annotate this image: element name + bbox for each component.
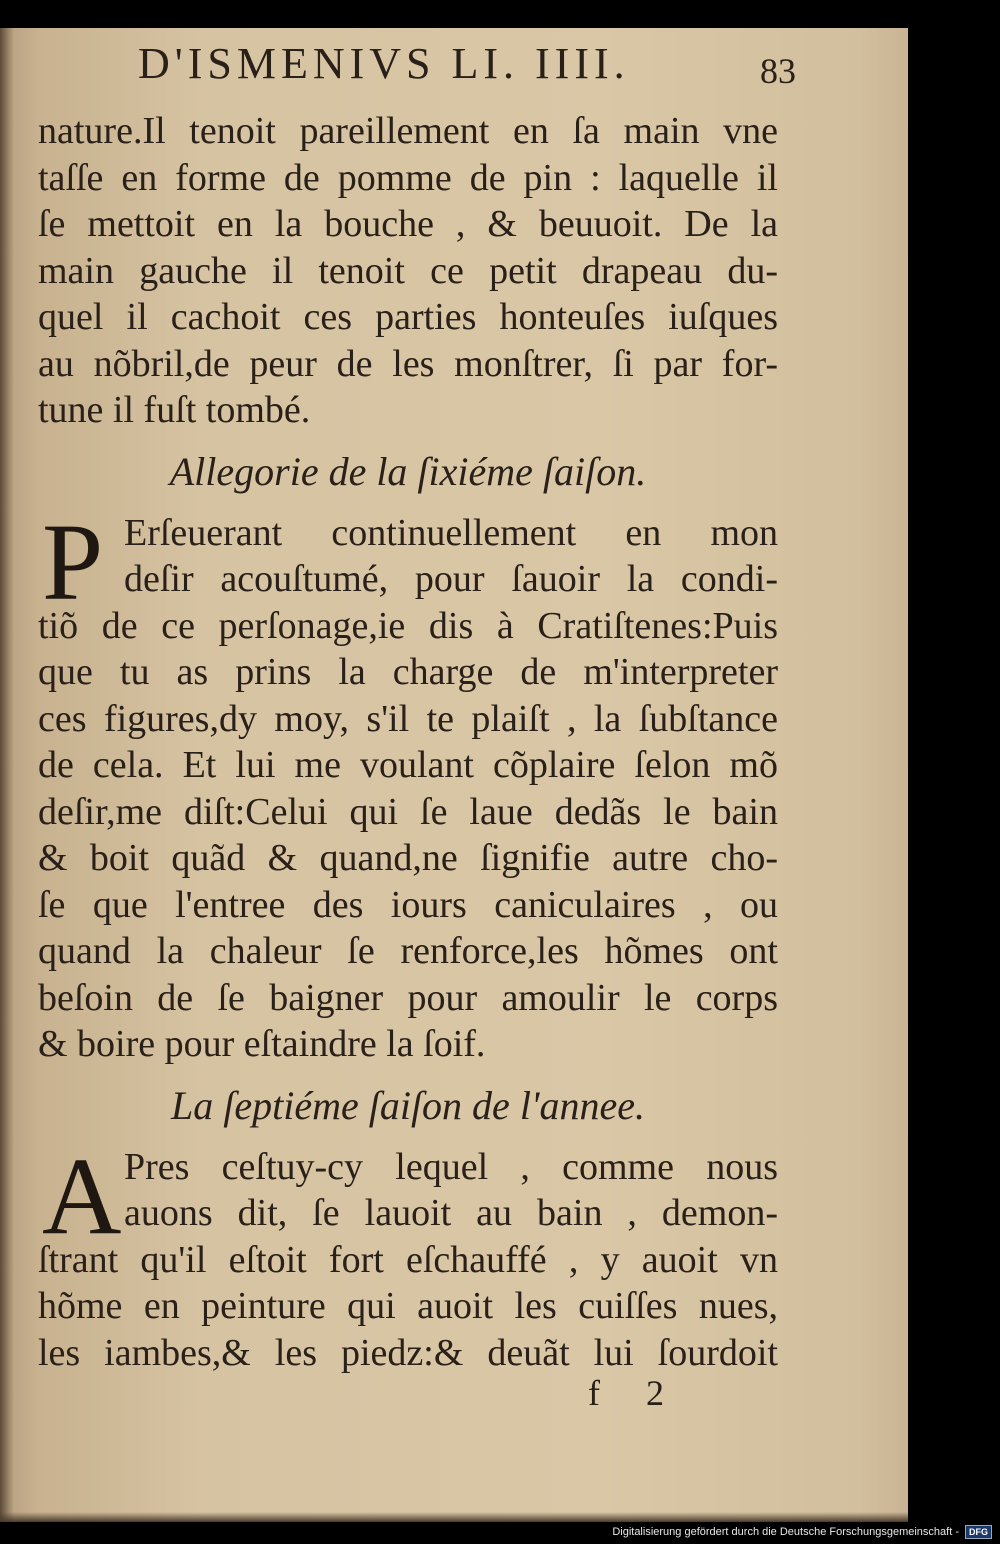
- paragraph-seventh-season: [38, 1134, 778, 1377]
- book-page: [0, 28, 908, 1522]
- body-text: [38, 108, 778, 1376]
- page-number: 83: [760, 51, 796, 91]
- dfg-logo-icon: DFG: [965, 1525, 992, 1539]
- text-line: beſoin de ſe baigner pour amoulir le corps: [38, 976, 778, 1019]
- text-line: ſe que l'entree des iours caniculaires , ou: [38, 883, 778, 926]
- text-line: hõme en peinture qui auoit les cuiſſes nues,: [38, 1285, 778, 1327]
- text-line: taſſe en forme de pomme de pin : laquelle il: [38, 156, 778, 199]
- text-line: & boit quãd & quand,ne ſignifie autre cho-: [38, 837, 778, 879]
- text-line: de cela. Et lui me voulant cõplaire ſelon mõ: [38, 744, 778, 786]
- text-line: les iambes,& les piedz:& deuãt lui ſourdoit: [38, 1331, 778, 1374]
- text-line: tune il fuſt tombé.: [38, 389, 311, 431]
- section-heading-seventh-season: La ſeptiéme ſaiſon de l'annee.: [170, 1082, 645, 1128]
- page-gutter-shadow: [0, 28, 14, 1522]
- text-line: quand la chaleur ſe renforce,les hõmes ont: [38, 930, 778, 972]
- text-line: au nõbril,de peur de les monſtrer, ſi par for-: [38, 342, 778, 385]
- credit-text: Digitalisierung gefördert durch die Deutsche Forschungsgemeinschaft -: [612, 1526, 959, 1538]
- text-line: ſe mettoit en la bouche , & beuuoit. De la: [38, 203, 778, 245]
- drop-cap-p: P: [42, 500, 104, 623]
- signature-letter: f: [588, 1373, 600, 1413]
- text-line: ces figures,dy moy, s'il te plaiſt , la ſubſtance: [38, 697, 778, 740]
- text-line: que tu as prins la charge de m'interpreter: [38, 651, 778, 693]
- text-line: main gauche il tenoit ce petit drapeau du-: [38, 249, 778, 292]
- text-line: nature.Il tenoit pareillement en ſa main vne: [38, 110, 778, 152]
- page-bottom-edge: [0, 1512, 908, 1522]
- running-title: D'ISMENIVS LI. IIII.: [138, 39, 630, 88]
- text-line: deſir acouſtumé, pour ſauoir la condi-: [124, 558, 778, 600]
- text-line: Pres ceſtuy-cy lequel , comme nous: [124, 1145, 778, 1188]
- paragraph-sixth-season: [38, 500, 778, 1068]
- text-line: deſir,me diſt:Celui qui ſe laue dedãs le bain: [38, 790, 778, 833]
- text-line: quel il cachoit ces parties honteuſes iuſques: [38, 296, 778, 338]
- signature-mark: [588, 1372, 710, 1414]
- signature-number: 2: [646, 1373, 664, 1413]
- drop-cap-a: A: [42, 1134, 122, 1257]
- text-line: tiõ de ce perſonage,ie dis à Cratiſtenes:Puis: [38, 604, 778, 647]
- text-line: Erſeuerant continuellement en mon: [124, 511, 778, 554]
- text-line: ſtrant qu'il eſtoit fort eſchauffé , y auoit vn: [38, 1238, 778, 1281]
- text-line: & boire pour eſtaindre la ſoif.: [38, 1023, 486, 1065]
- section-heading-sixth-season: Allegorie de la ſixiéme ſaiſon.: [169, 448, 647, 494]
- text-line: auons dit, ſe lauoit au bain , demon-: [124, 1192, 778, 1234]
- digitization-credit: [612, 1522, 992, 1542]
